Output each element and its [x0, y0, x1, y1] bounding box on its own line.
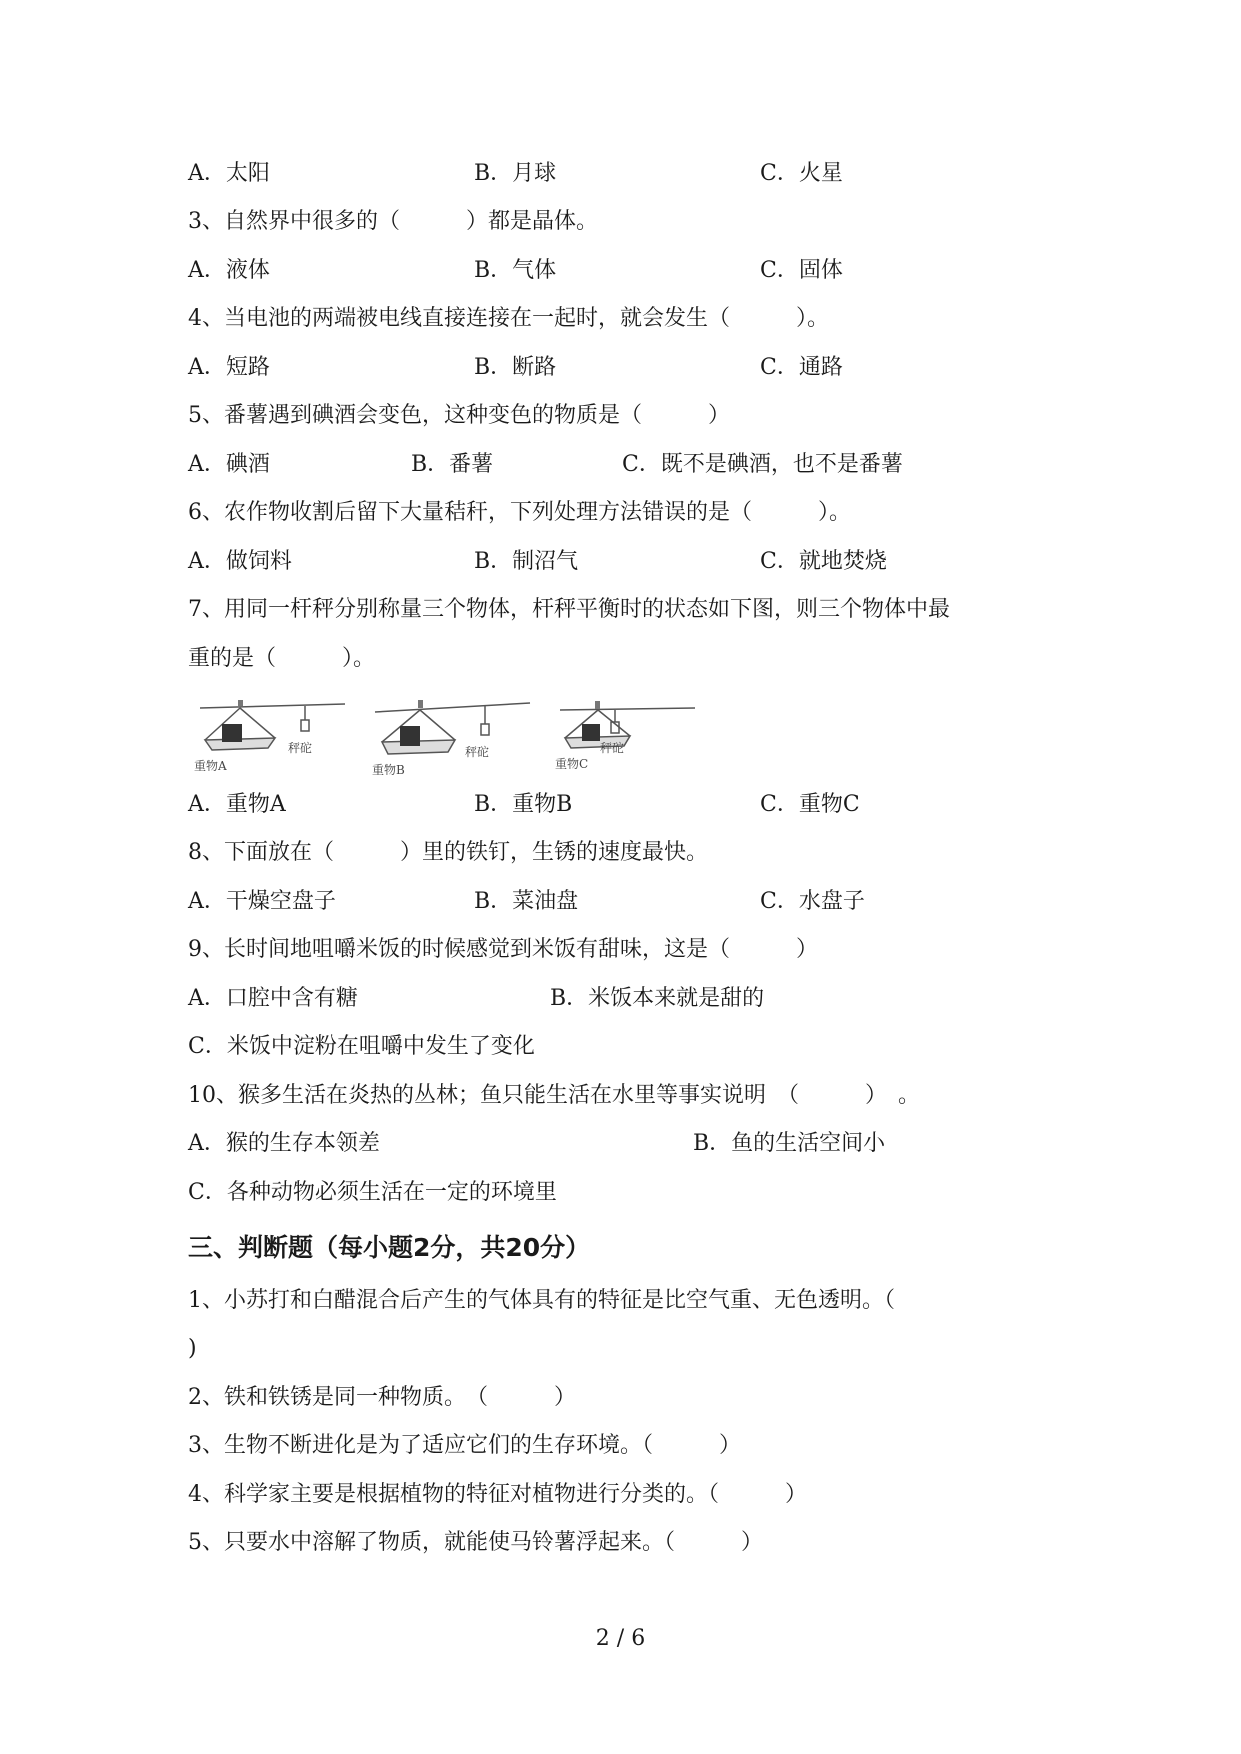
judgment-item-1: 1、小苏打和白醋混合后产生的气体具有的特征是比空气重、无色透明。（: [188, 1288, 895, 1313]
q7-option-a: A．重物A: [188, 792, 286, 817]
judgment-item-3: 3、生物不断进化是为了适应它们的生存环境。（ ）: [188, 1433, 741, 1458]
q6-option-a: A．做饲料: [188, 549, 292, 574]
q2-option-a: A．太阳: [188, 161, 270, 186]
q9-option-b: B．米饭本来就是甜的: [550, 986, 765, 1011]
q7-option-c: C．重物C: [760, 792, 860, 817]
q8-option-b: B．菜油盘: [474, 889, 579, 914]
steelyard-figure: [190, 700, 710, 780]
q3-option-a: A．液体: [188, 258, 270, 283]
judgment-item-1-continued: ): [188, 1336, 197, 1361]
q9-option-c: C．米饭中淀粉在咀嚼中发生了变化: [188, 1034, 535, 1059]
page-number: 2 / 6: [595, 1626, 646, 1651]
figure-label-counterweight-c: 秤砣: [600, 741, 625, 755]
q10-option-a: A．猴的生存本领差: [188, 1131, 380, 1156]
q3-option-b: B．气体: [474, 258, 557, 283]
q4-option-a: A．短路: [188, 355, 270, 380]
q9-option-a: A．口腔中含有糖: [188, 986, 358, 1011]
figure-label-counterweight-a: 秤砣: [288, 741, 313, 755]
section-3-title: 三、判断题（每小题2分，共20分）: [188, 1233, 591, 1262]
figure-label-weight-a: 重物A: [194, 759, 227, 773]
q3-option-c: C．固体: [760, 258, 843, 283]
q5-option-a: A．碘酒: [188, 452, 270, 477]
question-6: 6、农作物收割后留下大量秸秆，下列处理方法错误的是（ ）。: [188, 500, 851, 525]
q2-option-c: C．火星: [760, 161, 843, 186]
steelyard-a: [200, 700, 345, 750]
figure-label-weight-b: 重物B: [372, 763, 405, 777]
q8-option-c: C．水盘子: [760, 889, 865, 914]
q4-option-b: B．断路: [474, 355, 557, 380]
question-3: 3、自然界中很多的（ ）都是晶体。: [188, 209, 598, 234]
q10-option-b: B．鱼的生活空间小: [693, 1131, 886, 1156]
q10-option-c: C．各种动物必须生活在一定的环境里: [188, 1180, 557, 1205]
judgment-item-4: 4、科学家主要是根据植物的特征对植物进行分类的。（ ）: [188, 1482, 807, 1507]
question-4: 4、当电池的两端被电线直接连接在一起时，就会发生（ ）。: [188, 306, 829, 331]
question-10: 10、猴多生活在炎热的丛林；鱼只能生活在水里等事实说明 （ ） 。: [188, 1083, 920, 1108]
question-8: 8、下面放在（ ）里的铁钉，生锈的速度最快。: [188, 840, 708, 865]
q8-option-a: A．干燥空盘子: [188, 889, 336, 914]
q6-option-c: C．就地焚烧: [760, 549, 887, 574]
steelyard-c: [560, 701, 695, 748]
q7-option-b: B．重物B: [474, 792, 573, 817]
figure-label-weight-c: 重物C: [555, 757, 589, 771]
judgment-item-2: 2、铁和铁锈是同一种物质。 （ ）: [188, 1385, 576, 1410]
steelyard-b: [375, 700, 530, 754]
question-7-line-1: 7、用同一杆秤分别称量三个物体，杆秤平衡时的状态如下图，则三个物体中最: [188, 597, 950, 622]
q2-option-b: B．月球: [474, 161, 557, 186]
q5-option-c: C．既不是碘酒，也不是番薯: [622, 452, 903, 477]
question-9: 9、长时间地咀嚼米饭的时候感觉到米饭有甜味，这是（ ）: [188, 937, 818, 962]
q4-option-c: C．通路: [760, 355, 843, 380]
question-5: 5、番薯遇到碘酒会变色，这种变色的物质是（ ）: [188, 403, 730, 428]
figure-label-counterweight-b: 秤砣: [465, 745, 490, 759]
q5-option-b: B．番薯: [411, 452, 494, 477]
judgment-item-5: 5、只要水中溶解了物质，就能使马铃薯浮起来。（ ）: [188, 1530, 763, 1555]
question-7-line-2: 重的是（ ）。: [188, 646, 376, 671]
q6-option-b: B．制沼气: [474, 549, 579, 574]
